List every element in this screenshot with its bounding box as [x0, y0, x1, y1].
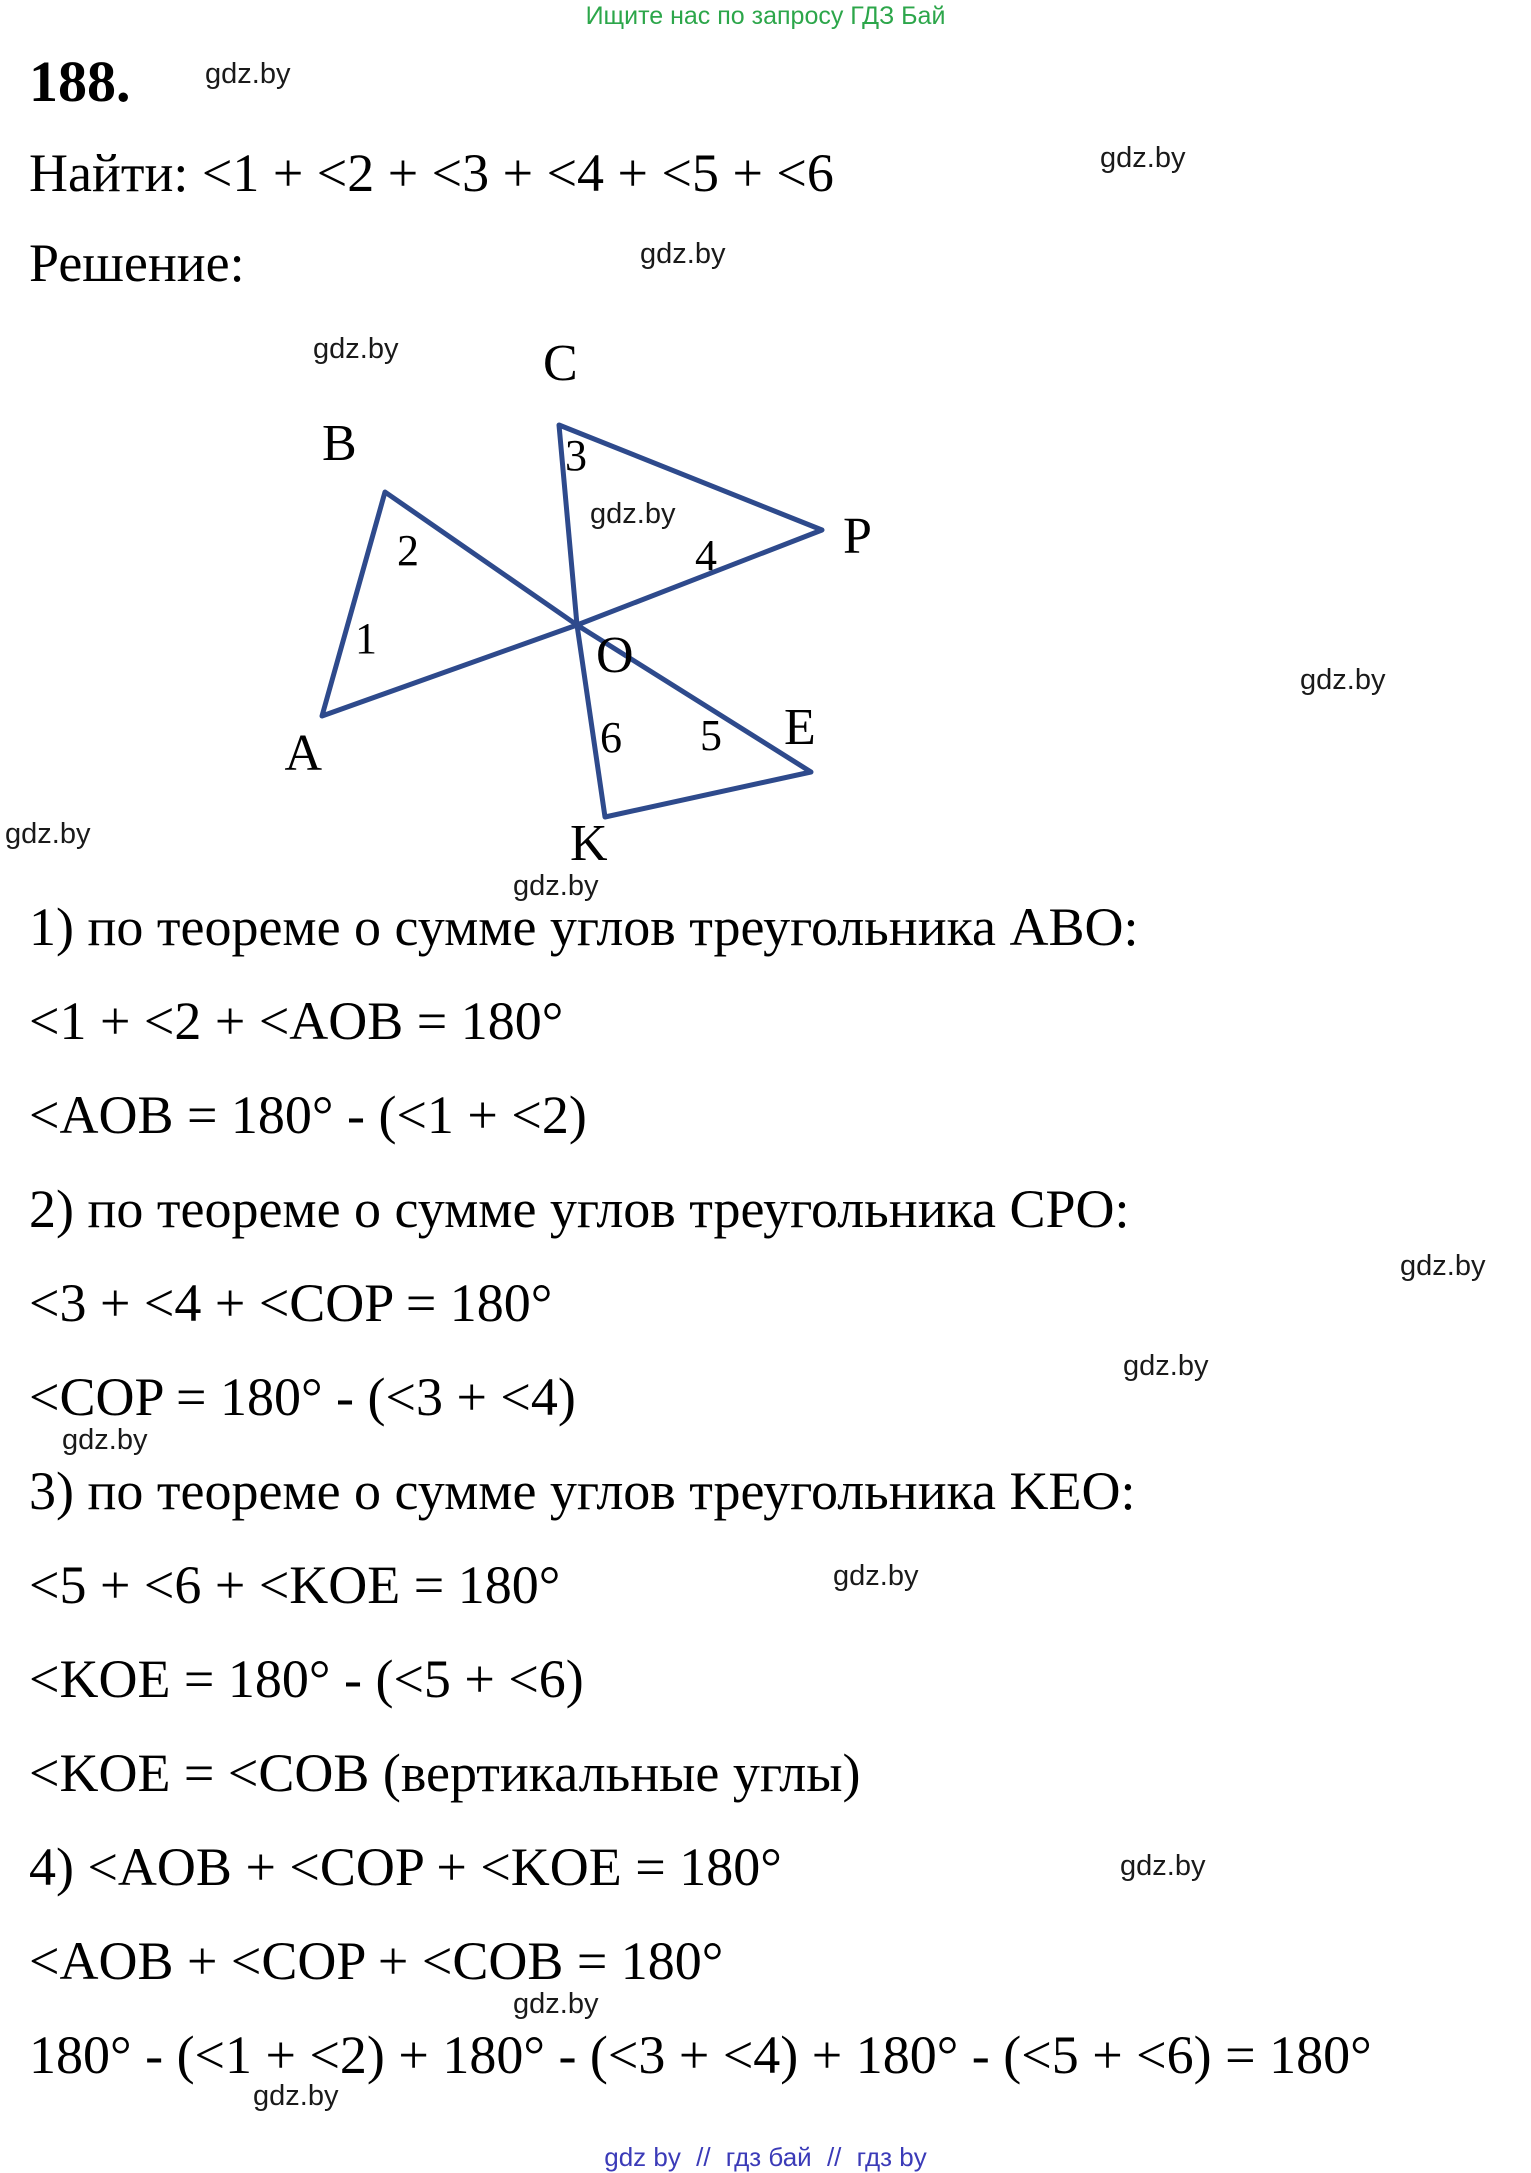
step-1-heading: 1) по теореме о сумме углов треугольника ABO: [29, 897, 1139, 957]
watermark: gdz.by [1300, 664, 1386, 696]
point-label-p: P [843, 508, 872, 565]
step-1-result: <AOB = 180° - (<1 + <2) [29, 1085, 587, 1145]
watermark: gdz.by [205, 58, 291, 90]
footer-link-gdz-by-cyr[interactable]: гдз by [856, 2142, 927, 2172]
step-2-heading: 2) по теореме о сумме углов треугольника CPO: [29, 1179, 1130, 1239]
find-statement: Найти: <1 + <2 + <3 + <4 + <5 + <6 [29, 143, 834, 203]
watermark: gdz.by [1120, 1850, 1206, 1882]
point-label-o: O [596, 627, 634, 684]
angle-label-2: 2 [397, 526, 419, 575]
angle-label-5: 5 [700, 711, 722, 760]
angle-label-1: 1 [355, 614, 377, 663]
watermark: gdz.by [253, 2080, 339, 2112]
problem-number: 188. [29, 49, 131, 114]
step-4-heading: 4) <AOB + <COP + <KOE = 180° [29, 1837, 782, 1897]
step-1-equation: <1 + <2 + <AOB = 180° [29, 991, 564, 1051]
watermark: gdz.by [640, 238, 726, 270]
solution-label: Решение: [29, 233, 245, 293]
point-label-c: C [543, 335, 578, 392]
watermark: gdz.by [513, 1988, 599, 2020]
point-label-e: E [784, 699, 816, 756]
step-3-heading: 3) по теореме о сумме углов треугольника KEO: [29, 1461, 1136, 1521]
point-label-a: A [284, 725, 322, 782]
footer-link-gdz-by[interactable]: gdz by [604, 2142, 681, 2172]
top-banner: Ищите нас по запросу ГДЗ Бай [585, 2, 946, 30]
watermark: gdz.by [5, 818, 91, 850]
watermark: gdz.by [513, 870, 599, 902]
geometry-diagram [0, 320, 1531, 880]
footer-link-gdz-bai[interactable]: гдз бай [725, 2142, 812, 2172]
step-3-equation: <5 + <6 + <KOE = 180° [29, 1555, 561, 1615]
step-4-final-equation: 180° - (<1 + <2) + 180° - (<3 + <4) + 180° - (<5 + <6) = 180° [29, 2025, 1372, 2085]
watermark: gdz.by [833, 1560, 919, 1592]
point-label-b: B [322, 415, 357, 472]
step-2-equation: <3 + <4 + <COP = 180° [29, 1273, 553, 1333]
watermark: gdz.by [1400, 1250, 1486, 1282]
footer [0, 2142, 1531, 2173]
triangle-abo [322, 492, 577, 716]
watermark: gdz.by [590, 498, 676, 530]
step-2-result: <COP = 180° - (<3 + <4) [29, 1367, 576, 1427]
point-label-k: K [570, 815, 608, 872]
angle-label-3: 3 [565, 431, 587, 480]
vertical-angles-line: <KOE = <COB (вертикальные углы) [29, 1743, 861, 1803]
angle-label-6: 6 [600, 713, 622, 762]
step-4-substitution: <AOB + <COP + <COB = 180° [29, 1931, 724, 1991]
watermark: gdz.by [313, 333, 399, 365]
footer-separator: // [696, 2142, 711, 2172]
watermark: gdz.by [1100, 142, 1186, 174]
angle-label-4: 4 [695, 531, 717, 580]
step-3-result: <KOE = 180° - (<5 + <6) [29, 1649, 584, 1709]
footer-separator: // [826, 2142, 842, 2172]
watermark: gdz.by [62, 1424, 148, 1456]
watermark: gdz.by [1123, 1350, 1209, 1382]
